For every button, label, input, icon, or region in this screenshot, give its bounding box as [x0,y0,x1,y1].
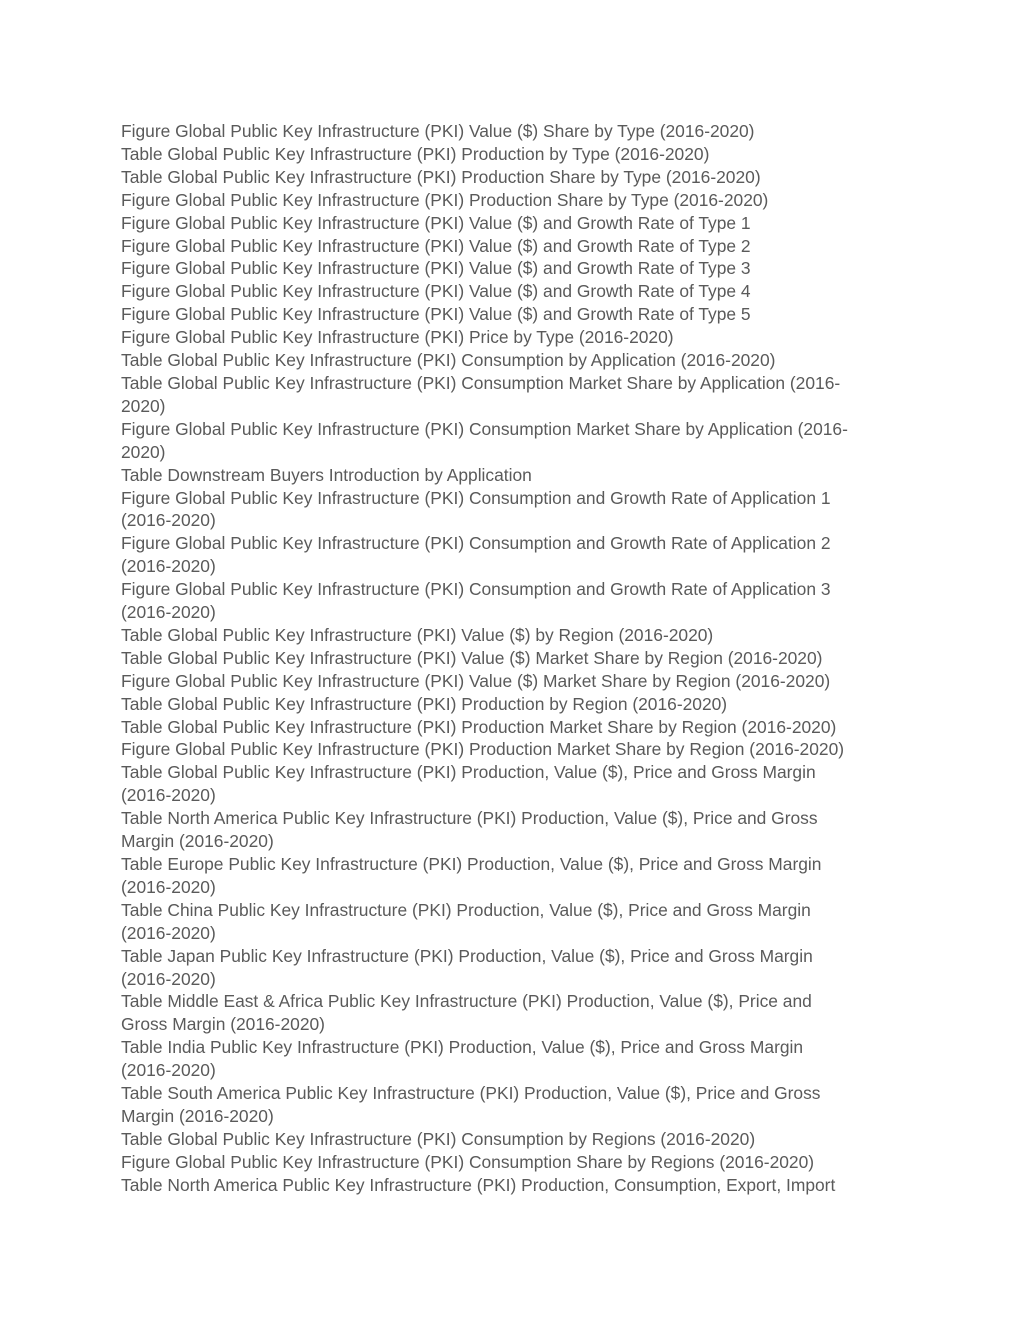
list-item-text: Figure Global Public Key Infrastructure (PKI) Consumption and Growth Rate of Application 3 [121,579,831,600]
list-item-text: Table China Public Key Infrastructure (PKI) Production, Value ($), Price and Gross Margin [121,899,811,920]
list-item-text: Figure Global Public Key Infrastructure (PKI) Consumption and Growth Rate of Application 1 [121,487,831,508]
list-item-text: Figure Global Public Key Infrastructure (PKI) Value ($) Market Share by Region (2016-2020) [121,670,831,691]
list-item-text: Table Global Public Key Infrastructure (PKI) Consumption by Application (2016-2020) [121,350,776,371]
list-item [121,418,901,464]
list-item-text: Figure Global Public Key Infrastructure (PKI) Consumption Market Share by Application (2016- [121,418,848,439]
list-item-text: (2016-2020) [121,968,216,989]
list-item [121,1128,901,1151]
list-item [121,166,901,189]
list-item-text: (2016-2020) [121,602,216,623]
list-item [121,1082,901,1128]
list-item-text: (2016-2020) [121,922,216,943]
list-item-text: Table India Public Key Infrastructure (PKI) Production, Value ($), Price and Gross Margin [121,1037,804,1058]
list-item-text: 2020) [121,395,166,416]
list-item-text: Table North America Public Key Infrastructure (PKI) Production, Consumption, Export, Import [121,1174,836,1195]
list-item [121,487,901,533]
list-item-text: Figure Global Public Key Infrastructure (PKI) Value ($) and Growth Rate of Type 1 [121,212,751,233]
list-item [121,326,901,349]
list-item-text: Figure Global Public Key Infrastructure (PKI) Value ($) and Growth Rate of Type 2 [121,235,751,256]
list-item [121,1151,901,1174]
list-of-figures-and-tables [121,120,901,1197]
list-item-text: Table Global Public Key Infrastructure (PKI) Value ($) Market Share by Region (2016-2020) [121,647,823,668]
list-item [121,716,901,739]
list-item-text: (2016-2020) [121,785,216,806]
list-item [121,212,901,235]
list-item [121,189,901,212]
list-item-text: Table Global Public Key Infrastructure (PKI) Production Share by Type (2016-2020) [121,166,761,187]
list-item-text: Figure Global Public Key Infrastructure (PKI) Price by Type (2016-2020) [121,327,674,348]
list-item-text: Table Middle East & Africa Public Key Infrastructure (PKI) Production, Value ($), Price and [121,991,812,1012]
list-item-text: Figure Global Public Key Infrastructure (PKI) Value ($) and Growth Rate of Type 4 [121,281,751,302]
list-item-text: (2016-2020) [121,510,216,531]
list-item [121,349,901,372]
list-item [121,120,901,143]
list-item [121,532,901,578]
list-item [121,280,901,303]
list-item [121,693,901,716]
list-item-text: Table Global Public Key Infrastructure (PKI) Production by Type (2016-2020) [121,143,710,164]
list-item-text: Figure Global Public Key Infrastructure (PKI) Value ($) and Growth Rate of Type 3 [121,258,751,279]
list-item [121,670,901,693]
list-item-text: Figure Global Public Key Infrastructure (PKI) Value ($) Share by Type (2016-2020) [121,121,755,141]
list-item-text: Table Global Public Key Infrastructure (PKI) Consumption by Regions (2016-2020) [121,1128,756,1149]
list-item [121,464,901,487]
list-item [121,257,901,280]
list-item [121,235,901,258]
list-item-text: Figure Global Public Key Infrastructure (PKI) Consumption and Growth Rate of Application 2 [121,533,831,554]
list-item-text: Figure Global Public Key Infrastructure (PKI) Consumption Share by Regions (2016-2020) [121,1151,815,1172]
list-item-text: (2016-2020) [121,556,216,577]
list-item [121,303,901,326]
list-item [121,647,901,670]
list-item-text: Figure Global Public Key Infrastructure (PKI) Production Share by Type (2016-2020) [121,189,769,210]
list-item-text: (2016-2020) [121,876,216,897]
list-item [121,807,901,853]
list-item-text: Table Japan Public Key Infrastructure (PKI) Production, Value ($), Price and Gross Margin [121,945,813,966]
list-item [121,853,901,899]
list-item [121,945,901,991]
list-item-text: Table South America Public Key Infrastructure (PKI) Production, Value ($), Price and Gross [121,1083,821,1104]
list-item [121,761,901,807]
list-item [121,1174,901,1197]
list-item-text: Table Europe Public Key Infrastructure (PKI) Production, Value ($), Price and Gross Margin [121,854,822,874]
list-item-text: Table Global Public Key Infrastructure (PKI) Consumption Market Share by Application (2016- [121,372,841,393]
list-item-text: Figure Global Public Key Infrastructure (PKI) Value ($) and Growth Rate of Type 5 [121,304,751,325]
list-item [121,990,901,1036]
list-item [121,578,901,624]
list-item [121,738,901,761]
list-item [121,1036,901,1082]
list-item-text: Figure Global Public Key Infrastructure (PKI) Production Market Share by Region (2016-2020) [121,739,845,760]
list-item-text: Table Downstream Buyers Introduction by Application [121,464,532,485]
list-item [121,372,901,418]
list-item-text: Margin (2016-2020) [121,831,274,852]
list-item-text: Gross Margin (2016-2020) [121,1014,325,1035]
list-item-text: 2020) [121,441,166,462]
list-item-text: Table Global Public Key Infrastructure (PKI) Production, Value ($), Price and Gross Margin [121,762,816,783]
list-item [121,624,901,647]
list-item-text: Table North America Public Key Infrastructure (PKI) Production, Value ($), Price and Gross [121,808,818,829]
list-item [121,143,901,166]
list-item-text: Table Global Public Key Infrastructure (PKI) Production by Region (2016-2020) [121,693,728,714]
list-item-text: Table Global Public Key Infrastructure (PKI) Production Market Share by Region (2016-2020) [121,716,837,737]
list-item [121,899,901,945]
list-item-text: Margin (2016-2020) [121,1105,274,1126]
list-item-text: Table Global Public Key Infrastructure (PKI) Value ($) by Region (2016-2020) [121,624,714,645]
list-item-text: (2016-2020) [121,1060,216,1081]
